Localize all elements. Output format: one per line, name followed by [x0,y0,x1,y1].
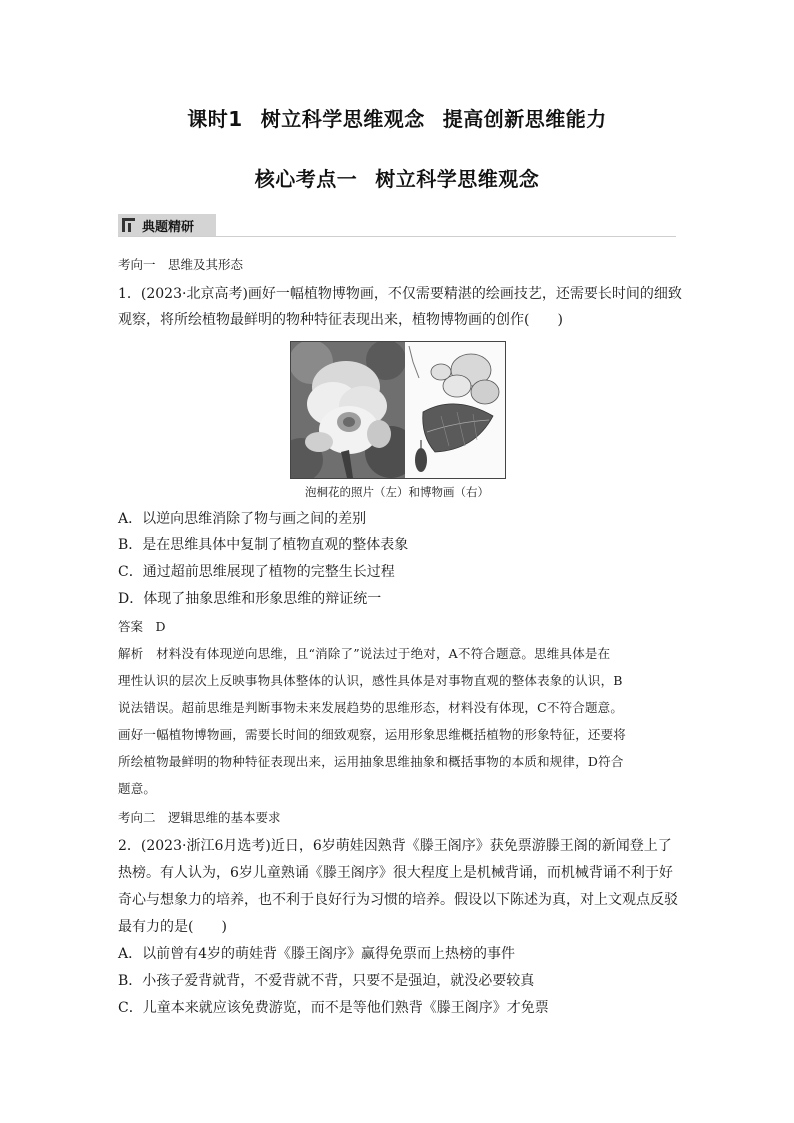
section-marker-icon [122,218,136,232]
q1-analysis-line: 理性认识的层次上反映事物具体整体的认识，感性具体是对事物直观的整体表象的认识，B [118,673,623,688]
q2-stem-line: 奇心与想象力的培养，也不利于良好行为习惯的培养。假设以下陈述为真，对上文观点反驳 [118,892,678,908]
section-tag-label: 典题精研 [142,219,195,235]
q1-stem-line-1: 1．(2023·北京高考)画好一幅植物博物画，不仅需要精湛的绘画技艺，还需要长时间的细致 [118,286,682,302]
section-divider [118,236,676,237]
core-point-title [0,163,794,192]
paulownia-figure [290,341,506,479]
q1-analysis-line: 题意。 [118,781,157,796]
q1-analysis-line: 说法错误。超前思维是判断事物未来发展趋势的思维形态，材料没有体现，C不符合题意。 [118,700,624,715]
q1-analysis-line: 画好一幅植物博物画，需要长时间的细致观察，运用形象思维概括植物的形象特征，还要将 [118,727,627,742]
core-point-topic: 树立科学思维观念 [375,167,540,191]
q2-stem-line: 热榜。有人认为，6岁儿童熟诵《滕王阁序》很大程度上是机械背诵，而机械背诵不利于好 [118,865,673,881]
figure-caption: 泡桐花的照片（左）和博物画（右） [305,485,489,499]
q1-analysis-line: 所绘植物最鲜明的物种特征表现出来，运用抽象思维抽象和概括事物的本质和规律，D符合 [118,754,624,769]
q2-option-c: C．儿童本来就应该免费游览，而不是等他们熟背《滕王阁序》才免票 [118,1000,549,1016]
q1-answer: 答案 D [118,619,166,634]
paulownia-photo [291,342,405,478]
q1-option-b: B．是在思维具体中复制了植物直观的整体表象 [118,537,409,553]
paulownia-painting [405,342,505,478]
q2-stem-line: 最有力的是( ) [118,919,227,935]
q1-option-c: C．通过超前思维展现了植物的完整生长过程 [118,564,395,580]
section-tag [118,214,216,236]
q2-option-b: B．小孩子爱背就背，不爱背就不背，只要不是强迫，就没必要较真 [118,973,535,989]
q1-option-d: D．体现了抽象思维和形象思维的辩证统一 [118,591,382,607]
lesson-title-part-2: 提高创新思维能力 [442,107,607,131]
q2-direction: 考向二 逻辑思维的基本要求 [118,810,281,825]
q1-stem-line-2: 观察，将所绘植物最鲜明的物种特征表现出来，植物博物画的创作( ) [118,312,563,328]
q1-option-a: A．以逆向思维消除了物与画之间的差别 [118,511,367,527]
lesson-number: 课时1 [187,107,243,131]
q1-analysis-line: 解析 材料没有体现逆向思维，且“消除了”说法过于绝对，A不符合题意。思维具体是在 [118,646,611,661]
q2-option-a: A．以前曾有4岁的萌娃背《滕王阁序》赢得免票而上热榜的事件 [118,946,516,962]
core-point-label: 核心考点一 [254,167,358,191]
q1-direction: 考向一 思维及其形态 [118,257,244,272]
lesson-title-part-1: 树立科学思维观念 [260,107,425,131]
lesson-title [0,103,794,132]
q2-stem-line: 2．(2023·浙江6月选考)近日，6岁萌娃因熟背《滕王阁序》获免票游滕王阁的新闻登上了 [118,838,672,854]
